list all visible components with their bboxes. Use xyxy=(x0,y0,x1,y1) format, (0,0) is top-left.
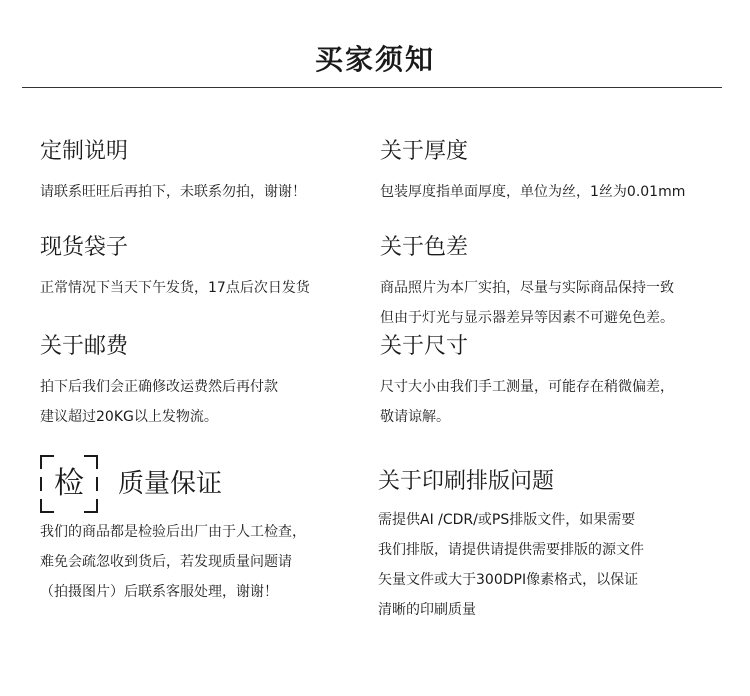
body-line: 矢量文件或大于300DPI像素格式，以保证 xyxy=(378,572,639,588)
body-line: 需提供AI /CDR/或PS排版文件，如果需要 xyxy=(378,512,636,528)
body-line: 尺寸大小由我们手工测量，可能存在稍微偏差， xyxy=(380,379,674,395)
body-line: 但由于灯光与显示器差异等因素不可避免色差。 xyxy=(380,310,674,326)
body-line: 清晰的印刷质量 xyxy=(378,602,476,618)
section-heading: 关于印刷排版问题 xyxy=(378,469,555,494)
section-heading: 定制说明 xyxy=(40,139,129,164)
section-stock xyxy=(40,233,310,303)
section-body xyxy=(380,177,685,207)
section-heading: 关于厚度 xyxy=(380,139,469,164)
section-heading: 现货袋子 xyxy=(40,235,129,260)
section-body xyxy=(40,517,306,607)
inspection-badge-char: 检 xyxy=(54,466,84,501)
body-line: 包装厚度指单面厚度，单位为丝，1丝为0.01mm xyxy=(380,184,686,200)
body-line: 敬请谅解。 xyxy=(380,409,450,425)
section-shipping xyxy=(40,332,278,432)
body-line: 我们排版，请提供请提供需要排版的源文件 xyxy=(378,542,644,558)
body-line: 建议超过20KG以上发物流。 xyxy=(40,409,218,425)
section-heading: 质量保证 xyxy=(118,469,223,499)
page-title: 买家须知 xyxy=(314,43,435,76)
body-line: （拍摄图片）后联系客服处理，谢谢！ xyxy=(40,584,278,600)
section-body xyxy=(40,177,306,207)
section-body xyxy=(40,372,278,432)
body-line: 请联系旺旺后再拍下，未联系勿拍，谢谢！ xyxy=(40,184,306,200)
body-line: 拍下后我们会正确修改运费然后再付款 xyxy=(40,379,278,395)
section-custom xyxy=(40,137,306,207)
inspection-badge-icon xyxy=(40,455,98,513)
section-color xyxy=(380,233,674,333)
section-printing xyxy=(378,467,644,625)
section-size xyxy=(380,332,674,432)
section-heading: 关于尺寸 xyxy=(380,334,469,359)
section-heading: 关于色差 xyxy=(380,235,469,260)
title-divider xyxy=(22,87,722,88)
quality-header xyxy=(40,455,306,513)
section-body xyxy=(380,273,674,333)
body-line: 商品照片为本厂实拍，尽量与实际商品保持一致 xyxy=(380,280,674,296)
section-body xyxy=(40,273,310,303)
section-body xyxy=(378,505,644,625)
body-line: 我们的商品都是检验后出厂由于人工检查， xyxy=(40,524,306,540)
section-quality xyxy=(40,455,306,607)
section-body xyxy=(380,372,674,432)
section-thickness xyxy=(380,137,685,207)
body-line: 难免会疏忽收到货后，若发现质量问题请 xyxy=(40,554,292,570)
body-line: 正常情况下当天下午发货，17点后次日发货 xyxy=(40,280,310,296)
section-heading: 关于邮费 xyxy=(40,334,129,359)
